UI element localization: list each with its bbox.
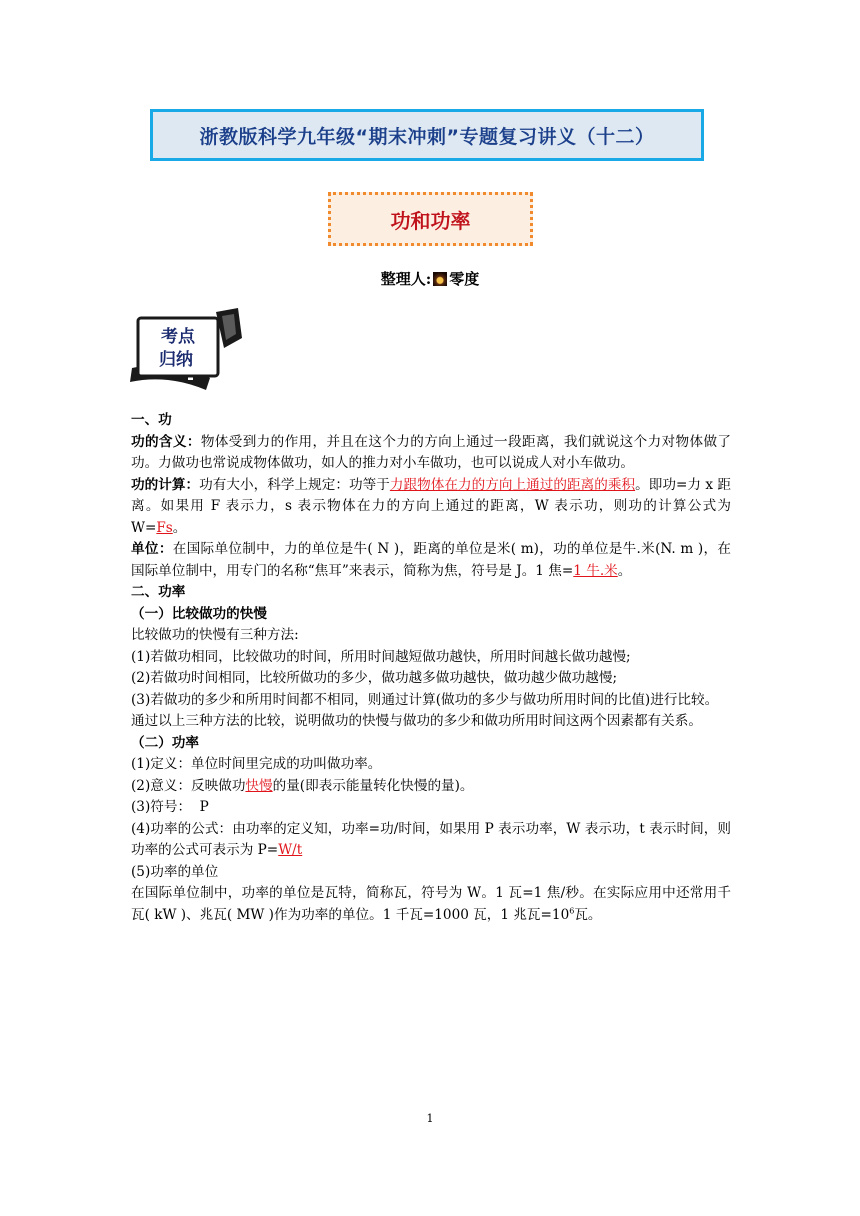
list-item-power-meaning: (2)意义：反映做功快慢的量(即表示能量转化快慢的量)。	[131, 777, 474, 794]
paragraph-work-unit: 单位：在国际单位制中，力的单位是牛( N )，距离的单位是米( m)，功的单位是牛.米(N. m )，在国际单位制中，用专门的名称“焦耳”来表示，简称为焦，符号是 J。1 焦=1 牛.米。	[131, 541, 732, 579]
answer-work-definition: 力跟物体在力的方向上通过的距离的乘积	[389, 476, 636, 493]
paragraph-power-units: 在国际单位制中，功率的单位是瓦特，简称瓦，符号为 W。1 瓦=1 焦/秒。在实际应用中还常用千瓦( kW )、兆瓦( MW )作为功率的单位。1 千瓦=1000 瓦，1 兆瓦$=10^6$瓦。	[131, 885, 731, 923]
document-body	[131, 410, 731, 926]
answer-joule: 1 牛.米	[573, 562, 618, 579]
compiler-label: 整理人:	[380, 270, 432, 288]
list-item-power-formula: (4)功率的公式：由功率的定义知，功率=功/时间，如果用 P 表示功率，W 表示功，t 表示时间，则功率的公式可表示为 P=W/t	[131, 820, 731, 858]
subject-title: 功和功率	[390, 208, 471, 233]
section-heading-work: 一、功	[131, 412, 172, 428]
list-item-method-3: (3)若做功的多少和所用时间都不相同，则通过计算(做功的多少与做功所用时间的比值)进行比较。	[131, 691, 719, 708]
avatar-icon	[433, 272, 447, 286]
badge-line2: 归纳	[159, 350, 193, 370]
clapper-icon	[216, 308, 242, 348]
page-number: 1	[426, 1112, 434, 1125]
compiler-name: 零度	[449, 270, 480, 288]
list-item-power-definition: (1)定义：单位时间里完成的功叫做功率。	[131, 756, 382, 772]
page-title: 浙教版科学九年级“期末冲刺”专题复习讲义（十二）	[199, 125, 655, 148]
answer-speed: 快慢	[245, 777, 273, 794]
key-points-badge	[130, 308, 245, 390]
subheading-power: （二）功率	[131, 734, 199, 751]
paragraph-compare-conclusion: 通过以上三种方法的比较，说明做功的快慢与做功的多少和做功所用时间这两个因素都有关系。	[131, 713, 702, 729]
subject-box	[328, 192, 533, 246]
list-item-method-1: (1)若做功相同，比较做功的时间，所用时间越短做功越快，所用时间越长做功越慢;	[131, 648, 631, 665]
compiler-line	[0, 268, 860, 289]
subheading-compare: （一）比较做功的快慢	[131, 605, 267, 622]
paragraph-work-calculation: 功的计算：功有大小，科学上规定：功等于力跟物体在力的方向上通过的距离的乘积。即功=力 x 距离。如果用 F 表示力，s 表示物体在力的方向上通过的距离，W 表示功，则功的计算公式为 W=Fs。	[131, 476, 732, 536]
section-heading-power: 二、功率	[131, 584, 186, 600]
paragraph-compare-intro: 比较做功的快慢有三种方法:	[131, 627, 299, 643]
title-box	[150, 109, 704, 161]
list-item-power-unit-title: (5)功率的单位	[131, 863, 219, 880]
answer-power-formula: W/t	[278, 842, 303, 858]
answer-work-formula: Fs	[156, 519, 173, 536]
list-item-power-symbol: (3)符号： P	[131, 799, 209, 815]
badge-line1: 考点	[161, 327, 195, 347]
list-item-method-2: (2)若做功时间相同，比较所做功的多少，做功越多做功越快，做功越少做功越慢;	[131, 670, 618, 686]
paragraph-work-meaning: 功的含义：物体受到力的作用，并且在这个力的方向上通过一段距离，我们就说这个力对物体做了功。力做功也常说成物体做功，如人的推力对小车做功，也可以说成人对小车做功。	[131, 433, 731, 471]
